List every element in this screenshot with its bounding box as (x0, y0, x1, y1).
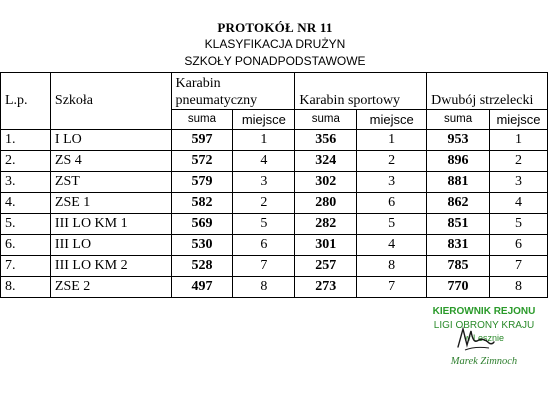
cell-biathlon-place: 1 (489, 130, 547, 151)
cell-biathlon-place: 4 (489, 193, 547, 214)
cell-lp: 2. (1, 151, 51, 172)
cell-sport-rifle-sum: 273 (295, 277, 357, 298)
cell-biathlon-place: 5 (489, 214, 547, 235)
table-row (1, 235, 548, 256)
header-air-rifle: Karabin pneumatyczny (171, 73, 295, 110)
subheader-sum: suma (295, 110, 357, 130)
subheader-sum: suma (171, 110, 233, 130)
cell-air-rifle-sum: 572 (171, 151, 233, 172)
stamp-name: Marek Zimnoch (450, 356, 518, 367)
cell-school: ZSE 1 (50, 193, 171, 214)
table-row (1, 214, 548, 235)
cell-sport-rifle-place: 3 (357, 172, 427, 193)
cell-air-rifle-sum: 597 (171, 130, 233, 151)
table-row (1, 151, 548, 172)
cell-biathlon-place: 6 (489, 235, 547, 256)
cell-school: I LO (50, 130, 171, 151)
cell-sport-rifle-place: 4 (357, 235, 427, 256)
cell-sport-rifle-sum: 280 (295, 193, 357, 214)
stamp-location: w Lesznie (463, 333, 505, 343)
cell-air-rifle-place: 1 (233, 130, 295, 151)
cell-lp: 7. (1, 256, 51, 277)
cell-sport-rifle-place: 8 (357, 256, 427, 277)
table-row (1, 172, 548, 193)
cell-sport-rifle-sum: 301 (295, 235, 357, 256)
cell-lp: 1. (1, 130, 51, 151)
results-table (0, 72, 548, 298)
cell-sport-rifle-sum: 324 (295, 151, 357, 172)
cell-school: III LO (50, 235, 171, 256)
cell-sport-rifle-place: 1 (357, 130, 427, 151)
cell-sport-rifle-place: 5 (357, 214, 427, 235)
cell-lp: 4. (1, 193, 51, 214)
header-school: Szkoła (50, 73, 171, 130)
cell-biathlon-sum: 896 (427, 151, 490, 172)
cell-biathlon-sum: 770 (427, 277, 490, 298)
cell-sport-rifle-place: 7 (357, 277, 427, 298)
table-row (1, 130, 548, 151)
cell-air-rifle-sum: 579 (171, 172, 233, 193)
cell-sport-rifle-sum: 257 (295, 256, 357, 277)
table-row (1, 256, 548, 277)
document-subtitle-schools: SZKOŁY PONADPODSTAWOWE (184, 54, 366, 68)
document-title: PROTOKÓŁ NR 11 (217, 20, 333, 35)
cell-school: ZS 4 (50, 151, 171, 172)
cell-air-rifle-sum: 530 (171, 235, 233, 256)
stamp-title: KIEROWNIK REJONU (432, 306, 536, 317)
cell-biathlon-sum: 851 (427, 214, 490, 235)
subheader-place: miejsce (489, 110, 547, 130)
cell-sport-rifle-place: 2 (357, 151, 427, 172)
cell-biathlon-place: 7 (489, 256, 547, 277)
table-row (1, 193, 548, 214)
cell-air-rifle-place: 4 (233, 151, 295, 172)
cell-air-rifle-place: 5 (233, 214, 295, 235)
subheader-place: miejsce (233, 110, 295, 130)
cell-air-rifle-place: 7 (233, 256, 295, 277)
cell-air-rifle-place: 2 (233, 193, 295, 214)
header-biathlon: Dwubój strzelecki (427, 73, 548, 110)
table-header-row (1, 73, 548, 110)
cell-biathlon-sum: 831 (427, 235, 490, 256)
header-lp: L.p. (1, 73, 51, 130)
cell-sport-rifle-place: 6 (357, 193, 427, 214)
header-sport-rifle: Karabin sportowy (295, 73, 427, 110)
cell-sport-rifle-sum: 282 (295, 214, 357, 235)
cell-air-rifle-place: 3 (233, 172, 295, 193)
cell-sport-rifle-sum: 302 (295, 172, 357, 193)
cell-biathlon-place: 3 (489, 172, 547, 193)
cell-air-rifle-place: 6 (233, 235, 295, 256)
cell-school: III LO KM 1 (50, 214, 171, 235)
cell-lp: 5. (1, 214, 51, 235)
cell-biathlon-place: 2 (489, 151, 547, 172)
cell-air-rifle-sum: 497 (171, 277, 233, 298)
cell-air-rifle-sum: 528 (171, 256, 233, 277)
document-subtitle-classification: KLASYFIKACJA DRUŻYN (204, 37, 346, 51)
table-row (1, 277, 548, 298)
cell-lp: 3. (1, 172, 51, 193)
cell-air-rifle-place: 8 (233, 277, 295, 298)
cell-sport-rifle-sum: 356 (295, 130, 357, 151)
cell-air-rifle-sum: 582 (171, 193, 233, 214)
subheader-place: miejsce (357, 110, 427, 130)
cell-air-rifle-sum: 569 (171, 214, 233, 235)
cell-biathlon-sum: 953 (427, 130, 490, 151)
cell-biathlon-sum: 785 (427, 256, 490, 277)
subheader-sum: suma (427, 110, 490, 130)
stamp-organization: LIGI OBRONY KRAJU (433, 320, 535, 331)
cell-school: III LO KM 2 (50, 256, 171, 277)
cell-biathlon-sum: 881 (427, 172, 490, 193)
cell-lp: 8. (1, 277, 51, 298)
cell-biathlon-place: 8 (489, 277, 547, 298)
cell-lp: 6. (1, 235, 51, 256)
cell-biathlon-sum: 862 (427, 193, 490, 214)
cell-school: ZSE 2 (50, 277, 171, 298)
cell-school: ZST (50, 172, 171, 193)
handwritten-signature (455, 325, 495, 355)
